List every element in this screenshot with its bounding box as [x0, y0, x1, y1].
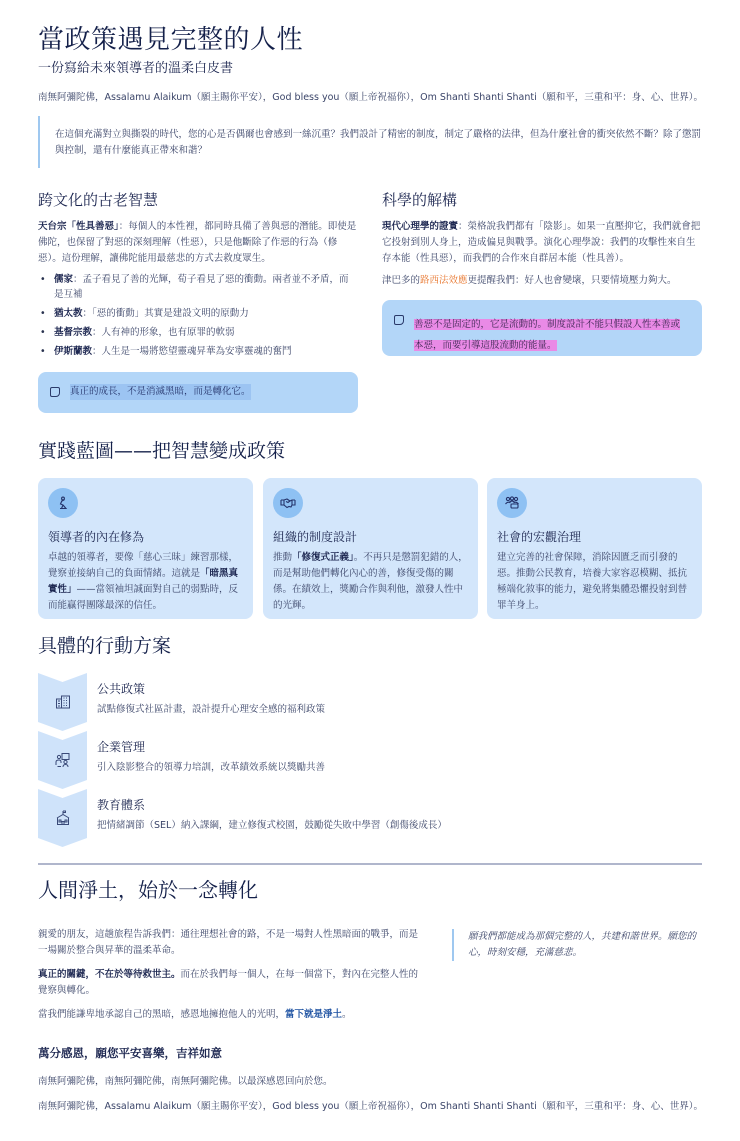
handshake-icon [273, 488, 303, 518]
closing-text: 。 [342, 1009, 352, 1020]
science-lead-paragraph [382, 219, 702, 267]
card-society [487, 478, 702, 619]
science-second-paragraph [382, 273, 702, 289]
step-desc: 引入陰影整合的領導力培訓，改革績效系統以獎勵共善 [97, 762, 326, 773]
bullet-bold: 儒家 [54, 274, 74, 285]
card-title: 領導者的內在修為 [48, 530, 145, 544]
thanks-heading: 萬分感恩，願您平安喜樂，吉祥如意 [38, 1046, 222, 1060]
closing-text: 當我們能謙卑地承認自己的黑暗，感恩地擁抱他人的光明， [38, 1009, 286, 1020]
bullet-bold: 猶太教 [54, 308, 83, 319]
card-title: 組織的制度設計 [273, 530, 358, 544]
chevron-step [38, 789, 87, 847]
card-text: 。不再只是懲罰犯錯的人，而是幫助他們轉化內心的善，修復受傷的關係。在績效上，獎勵合作與利他，激發人性中的光輝。 [273, 552, 468, 611]
step-title: 企業管理 [97, 740, 146, 754]
page-title: 當政策遇見完整的人性 [38, 25, 304, 55]
card-body [273, 550, 468, 614]
bullet-text: ：人有神的形象，也有原罪的軟弱 [92, 327, 235, 338]
dedication-text: 南無阿彌陀佛，南無阿彌陀佛，南無阿彌陀佛。以最深感恩回向於您。 [38, 1076, 333, 1087]
opening-greeting: 南無阿彌陀佛，Assalamu Alaikum（願主賜你平安），God bless you（願上帝祝福你），Om Shanti Shanti Shanti（願和平，三重和平：身、心、世界）。 [38, 92, 703, 103]
science-heading: 科學的解構 [382, 191, 458, 209]
card-leadership [38, 478, 253, 619]
step-title: 教育體系 [97, 798, 146, 812]
step-desc: 把情緒調節（SEL）納入課綱，建立修復式校園，鼓勵從失敗中學習（創傷後成長） [97, 820, 447, 831]
wisdom-bullet-list [38, 272, 358, 363]
closing-bold: 真正的關鍵，不在於等待救世主。 [38, 969, 181, 980]
closing-paragraph-2 [38, 967, 423, 999]
science-second-suffix: 更提醒我們：好人也會變壞，只要情境壓力夠大。 [467, 275, 677, 286]
wisdom-callout [38, 372, 358, 413]
closing-blockquote: 願我們都能成為那個完整的人，共建和諧世界。願您的心，時刻安穩，充滿慈悲。 [452, 929, 702, 961]
wisdom-lead-paragraph [38, 219, 358, 267]
closing-paragraph-1: 親愛的朋友，這趟旅程告訴我們：通往理想社會的路，不是一場對人性黑暗面的戰爭，而是一場關於整合與昇華的溫柔革命。 [38, 929, 419, 956]
closing-paragraph-3 [38, 1007, 423, 1023]
science-callout-wrapper [414, 312, 686, 354]
card-body [48, 550, 243, 614]
sticky-note-icon [394, 315, 404, 325]
chevron-step [38, 673, 87, 731]
page-subtitle: 一份寫給未來領導者的溫柔白皮書 [38, 61, 234, 76]
actions-heading: 具體的行動方案 [38, 635, 172, 657]
city-building-icon [55, 694, 71, 710]
praying-person-icon [48, 488, 78, 518]
closing-greeting: 南無阿彌陀佛，Assalamu Alaikum（願主賜你平安），God bless you（願上帝祝福你），Om Shanti Shanti Shanti（願和平，三重和平：身、心、世界）。 [38, 1101, 703, 1112]
bullet-bold: 基督宗教 [54, 327, 93, 338]
bullet-text: ：孟子看見了善的光輝，荀子看見了惡的衝動。兩者並不矛盾，而是互補 [54, 274, 349, 300]
bullet-text: ：人生是一場將慾望靈魂昇華為安寧靈魂的奮鬥 [92, 346, 292, 357]
step-desc: 試點修復式社區計畫，設計提升心理安全感的福利政策 [97, 704, 326, 715]
card-text: 建立完善的社會保障，消除因匱乏而引發的惡。推動公民教育，培養大家容忍模糊、抵抗極端化敘事的能力，避免將集體恐懼投射到替罪羊身上。 [497, 552, 688, 611]
wisdom-callout-text: 真正的成長，不是消滅黑暗，而是轉化它。 [70, 384, 251, 400]
community-icon [497, 488, 527, 518]
school-icon [55, 810, 71, 826]
list-item [38, 344, 358, 359]
action-step-enterprise [38, 731, 702, 789]
card-bold: 「暗黑真實性」 [48, 568, 239, 595]
wisdom-lead-bold: 天台宗「性具善惡」 [38, 221, 119, 232]
lucifer-effect-highlight: 路西法效應 [420, 275, 468, 286]
list-item [38, 272, 358, 302]
action-step-education [38, 789, 702, 847]
sticky-note-icon [50, 387, 60, 397]
list-item [38, 325, 358, 340]
card-text: 卓越的領導者，要像「慈心三昧」練習那樣，覺察並接納自己的負面情緒。這就是 [48, 552, 239, 579]
step-title: 公共政策 [97, 682, 146, 696]
wisdom-lead-text: ：每個人的本性裡，都同時具備了善與惡的潛能。即使是佛陀，也保留了對惡的深刻理解（性惡），只是他斷除了作惡的行為（修惡）。這份理解，讓佛陀能用最慈悲的方式去救度眾生。 [38, 221, 357, 264]
science-callout [382, 300, 702, 356]
science-callout-text: 善惡不是固定的，它是流動的。制度設計不能只假設人性本善或本惡，而要引導這股流動的能量。 [414, 319, 681, 351]
bullet-bold: 伊斯蘭教 [54, 346, 93, 357]
card-bold: 「修復式正義」 [292, 552, 354, 563]
blueprint-heading: 實踐藍圖——把智慧變成政策 [38, 440, 286, 462]
closing-text: 而在於我們每一個人，在每一個當下，對內在完整人性的覺察與轉化。 [38, 969, 419, 996]
science-lead-text: ：榮格說我們都有「陰影」。如果一直壓抑它，我們就會把它投射到別人身上，造成偏見與戰爭。演化心理學說：我們的攻擊性來自生存本能（性具惡），而我們的合作來自群居本能（性具善）。 [382, 221, 701, 264]
closing-heading: 人間淨土，始於一念轉化 [38, 878, 258, 902]
card-body [497, 550, 692, 614]
team-meeting-icon [55, 752, 71, 768]
science-lead-bold: 現代心理學的證實 [382, 221, 459, 232]
list-item [38, 306, 358, 321]
action-step-public-policy [38, 673, 702, 731]
card-text: ——當領袖坦誠面對自己的弱點時，反而能贏得團隊最深的信任。 [48, 584, 239, 611]
wisdom-heading: 跨文化的古老智慧 [38, 191, 159, 209]
science-second-prefix: 津巴多的 [382, 275, 421, 286]
card-organization [263, 478, 478, 619]
intro-blockquote: 在這個充滿對立與撕裂的時代，您的心是否偶爾也會感到一絲沉重？我們設計了精密的制度，制定了嚴格的法律，但為什麼社會的衝突依然不斷？除了懲罰與控制，還有什麼能真正帶來和諧？ [38, 116, 702, 168]
chevron-step [38, 731, 87, 789]
card-text: 推動 [273, 552, 293, 563]
bullet-text: ：「惡的衝動」其實是建設文明的原動力 [82, 308, 249, 319]
card-title: 社會的宏觀治理 [497, 530, 582, 544]
pure-land-emphasis: 當下就是淨土 [285, 1009, 343, 1020]
section-divider [38, 863, 702, 865]
